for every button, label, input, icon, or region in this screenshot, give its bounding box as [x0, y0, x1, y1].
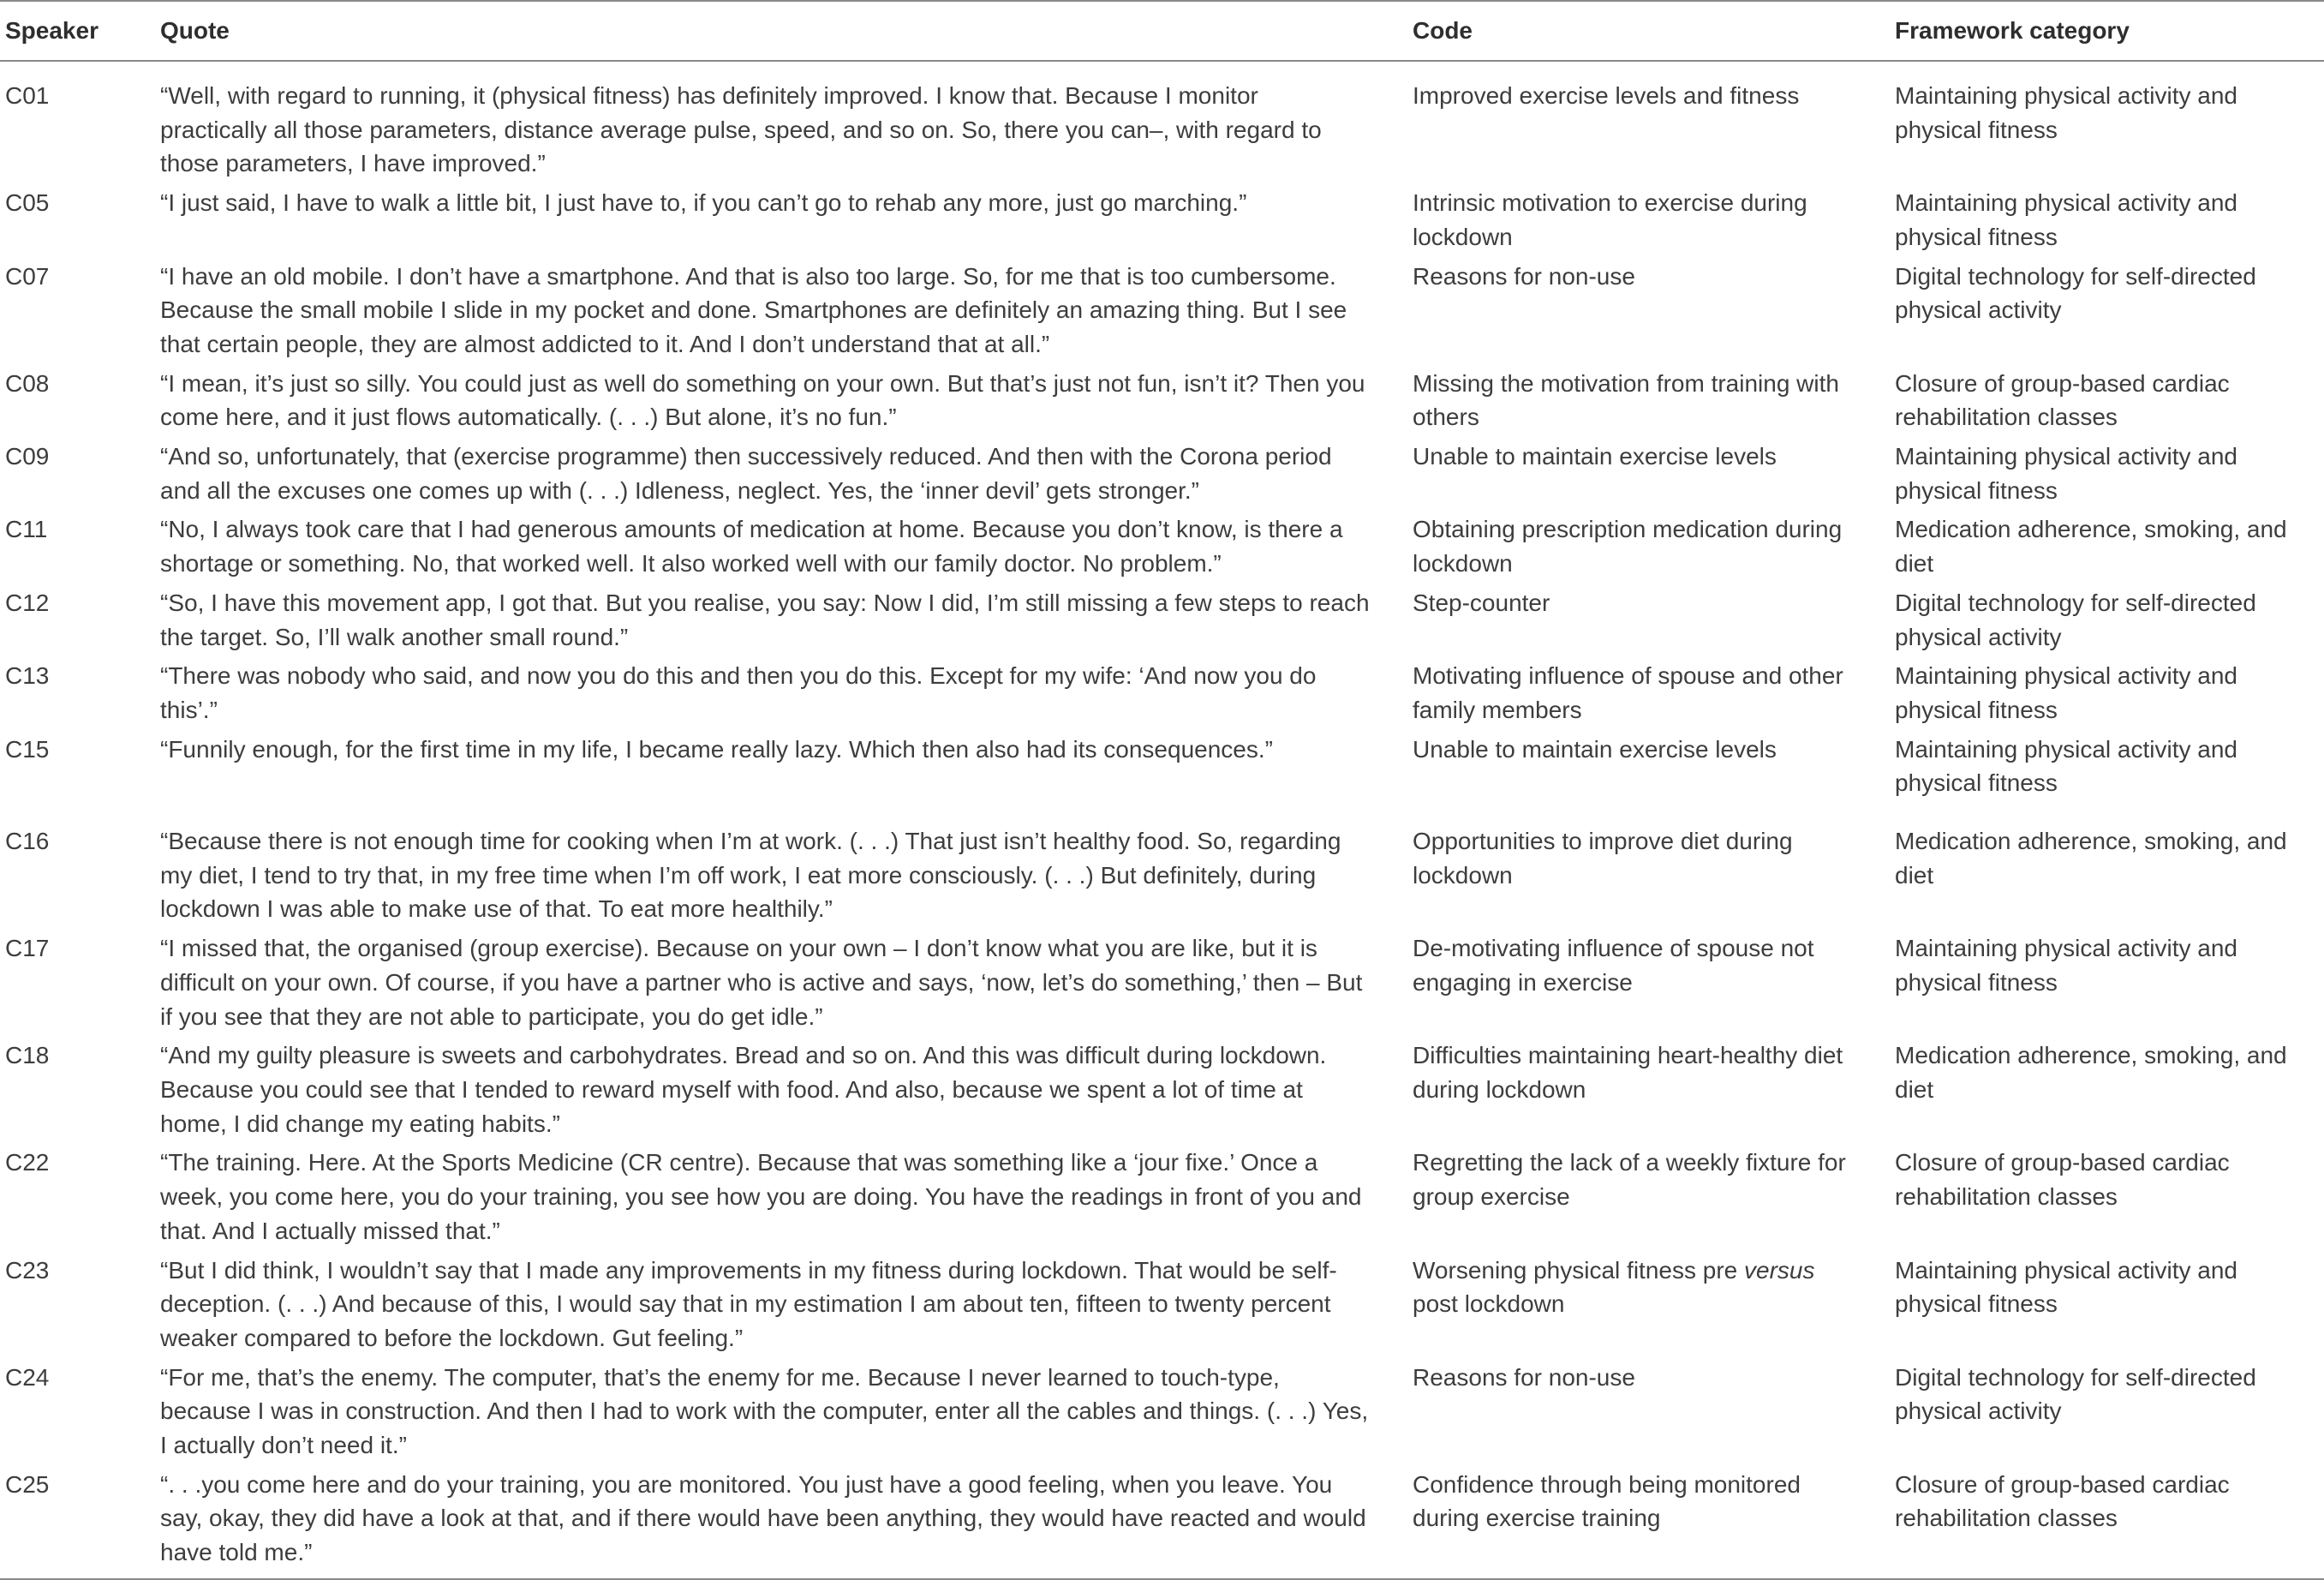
header-speaker: Speaker — [0, 1, 160, 61]
table-row — [0, 434, 2324, 507]
cell-framework-category: Medication adherence, smoking, and diet — [1895, 1042, 2287, 1103]
cell-quote: “I have an old mobile. I don’t have a smartphone. And that is also too large. So, for me that is too cumbersome. Because the small mobile I slide in my pocket and done. Smartphones are definitely an amazing thing. But I see that certain people, they are almost addicted to it. And I don’t understand that at all.” — [160, 262, 1347, 357]
cell-code: Obtaining prescription medication during lockdown — [1413, 516, 1843, 578]
cell-speaker: C23 — [5, 1256, 50, 1284]
cell-speaker: C12 — [5, 589, 50, 616]
cell-framework-category: Medication adherence, smoking, and diet — [1895, 516, 2287, 578]
table-row — [0, 181, 2324, 254]
cell-quote: “And so, unfortunately, that (exercise programme) then successively reduced. And then with the Corona period and all the excuses one comes up with (. . .) Idleness, neglect. Yes, the ‘inner devil’ gets stronger.” — [160, 443, 1332, 504]
code-text-post: post lockdown — [1413, 1290, 1565, 1318]
cell-framework-category: Maintaining physical activity and physical fitness — [1895, 735, 2237, 797]
cell-framework-category: Maintaining physical activity and physical fitness — [1895, 1256, 2237, 1318]
cell-code: Reasons for non-use — [1413, 1363, 1635, 1391]
code-text-pre: Worsening physical fitness pre — [1413, 1256, 1744, 1284]
table-row — [0, 654, 2324, 727]
cell-framework-category: Digital technology for self-directed physical activity — [1895, 1363, 2256, 1425]
cell-quote: “There was nobody who said, and now you do this and then you do this. Except for my wife: ‘And now you do this’.” — [160, 662, 1317, 723]
cell-quote: “For me, that’s the enemy. The computer, that’s the enemy for me. Because I never learned to touch-type, because I was in construction. And then I had to work with the computer, enter all the cables and things. (. . .) Yes, I actually don’t need it.” — [160, 1363, 1369, 1459]
cell-code: Unable to maintain exercise levels — [1413, 443, 1777, 470]
table-row — [0, 61, 2324, 181]
table-header — [0, 1, 2324, 61]
table-row — [0, 507, 2324, 580]
header-row — [0, 1, 2324, 61]
cell-framework-category: Closure of group-based cardiac rehabilitation classes — [1895, 369, 2230, 431]
cell-framework-category: Closure of group-based cardiac rehabilitation classes — [1895, 1463, 2324, 1579]
cell-framework-category: Maintaining physical activity and physical fitness — [1895, 443, 2237, 504]
table-row — [0, 362, 2324, 434]
cell-speaker: C08 — [5, 369, 50, 397]
cell-code: Unable to maintain exercise levels — [1413, 735, 1777, 763]
cell-framework-category: Maintaining physical activity and physical fitness — [1895, 82, 2237, 143]
cell-code: Regretting the lack of a weekly fixture for group exercise — [1413, 1149, 1846, 1211]
cell-quote: “I missed that, the organised (group exercise). Because on your own – I don’t know what you are like, but it is difficult on your own. Of course, if you have a partner who is active and says, ‘now, let’s do something,’ then – But if you see that they are not able to participate, you do get idle.” — [160, 935, 1363, 1030]
cell-code: De-motivating influence of spouse not engaging in exercise — [1413, 935, 1814, 996]
table-row — [0, 926, 2324, 1033]
code-text-emphasis: versus — [1744, 1256, 1815, 1284]
cell-speaker: C11 — [5, 516, 48, 543]
table-row — [0, 800, 2324, 926]
cell-quote: “. . .you come here and do your training, you are monitored. You just have a good feeling, when you leave. You say, okay, they did have a look at that, and if there would have been anything, they would have reacted and would have told me.” — [160, 1463, 1413, 1579]
cell-quote: “The training. Here. At the Sports Medicine (CR centre). Because that was something like a ‘jour fixe.’ Once a week, you come here, you do your training, you see how you are doing. You have the readings in front of you and that. And I actually missed that.” — [160, 1149, 1362, 1244]
cell-code: Confidence through being monitored during exercise training — [1413, 1463, 1895, 1579]
header-framework-category: Framework category — [1895, 1, 2324, 61]
cell-code: Intrinsic motivation to exercise during lockdown — [1413, 189, 1807, 250]
cell-speaker: C25 — [0, 1463, 160, 1579]
cell-speaker: C07 — [5, 262, 50, 290]
cell-speaker: C22 — [5, 1149, 50, 1176]
cell-framework-category: Digital technology for self-directed physical activity — [1895, 589, 2256, 650]
table-body — [0, 61, 2324, 1579]
table-row — [0, 1033, 2324, 1140]
cell-speaker: C09 — [5, 443, 50, 470]
cell-framework-category: Maintaining physical activity and physical fitness — [1895, 935, 2237, 996]
table-row — [0, 254, 2324, 362]
cell-speaker: C17 — [5, 935, 50, 962]
cell-code: Opportunities to improve diet during lockdown — [1413, 828, 1793, 889]
table-row — [0, 1248, 2324, 1356]
cell-code: Motivating influence of spouse and other family members — [1413, 662, 1843, 723]
cell-quote: “So, I have this movement app, I got that. But you realise, you say: Now I did, I’m still missing a few steps to reach the target. So, I’ll walk another small round.” — [160, 589, 1370, 650]
header-quote: Quote — [160, 1, 1413, 61]
table-row — [0, 581, 2324, 654]
cell-speaker: C15 — [5, 735, 50, 763]
table-row — [0, 1140, 2324, 1248]
cell-framework-category: Maintaining physical activity and physical fitness — [1895, 189, 2237, 250]
header-code: Code — [1413, 1, 1895, 61]
cell-quote: “I just said, I have to walk a little bit, I just have to, if you can’t go to rehab any more, just go marching.” — [160, 189, 1247, 217]
cell-code: Reasons for non-use — [1413, 262, 1635, 290]
cell-framework-category: Digital technology for self-directed physical activity — [1895, 262, 2256, 324]
cell-code: Missing the motivation from training with others — [1413, 369, 1839, 431]
cell-quote: “Well, with regard to running, it (physical fitness) has definitely improved. I know that. Because I monitor practically all those parameters, distance average pulse, speed, and so on. So, there you can–, with regard to those parameters, I have improved.” — [160, 82, 1322, 177]
table-row — [0, 1356, 2324, 1463]
cell-code: Difficulties maintaining heart-healthy diet during lockdown — [1413, 1042, 1843, 1103]
cell-speaker: C24 — [5, 1363, 50, 1391]
cell-quote: “No, I always took care that I had generous amounts of medication at home. Because you don’t know, is there a shortage or something. No, that worked well. It also worked well with our family doctor. No problem.” — [160, 516, 1343, 578]
cell-quote: “I mean, it’s just so silly. You could just as well do something on your own. But that’s just not fun, isn’t it? Then you come here, and it just flows automatically. (. . .) But alone, it’s no fun.” — [160, 369, 1365, 431]
cell-speaker: C05 — [5, 189, 50, 217]
cell-framework-category: Closure of group-based cardiac rehabilitation classes — [1895, 1149, 2230, 1211]
cell-quote: “But I did think, I wouldn’t say that I made any improvements in my fitness during lockdown. That would be self-deception. (. . .) And because of this, I would say that in my estimation I am about ten, fifteen to twenty percent weaker compared to before the lockdown. Gut feeling.” — [160, 1256, 1337, 1351]
cell-framework-category: Maintaining physical activity and physical fitness — [1895, 662, 2237, 723]
cell-quote: “Because there is not enough time for cooking when I’m at work. (. . .) That just isn’t healthy food. So, regarding my diet, I tend to try that, in my free time when I’m off work, I eat more consciously. (. . .) But definitely, during lockdown I was able to make use of that. To eat more healthily.” — [160, 828, 1341, 923]
cell-quote: “And my guilty pleasure is sweets and carbohydrates. Bread and so on. And this was difficult during lockdown. Because you could see that I tended to reward myself with food. And also, because we spent a lot of time at home, I did change my eating habits.” — [160, 1042, 1327, 1137]
cell-code — [1413, 1248, 1895, 1356]
cell-framework-category: Medication adherence, smoking, and diet — [1895, 828, 2287, 889]
cell-quote: “Funnily enough, for the first time in my life, I became really lazy. Which then also had its consequences.” — [160, 735, 1273, 763]
cell-speaker: C13 — [5, 662, 50, 690]
table-row — [0, 1463, 2324, 1579]
table-row — [0, 727, 2324, 800]
cell-speaker: C16 — [5, 828, 50, 855]
cell-speaker: C01 — [5, 82, 50, 109]
cell-code: Step-counter — [1413, 589, 1550, 616]
cell-code: Improved exercise levels and fitness — [1413, 82, 1800, 109]
cell-speaker: C18 — [5, 1042, 50, 1069]
